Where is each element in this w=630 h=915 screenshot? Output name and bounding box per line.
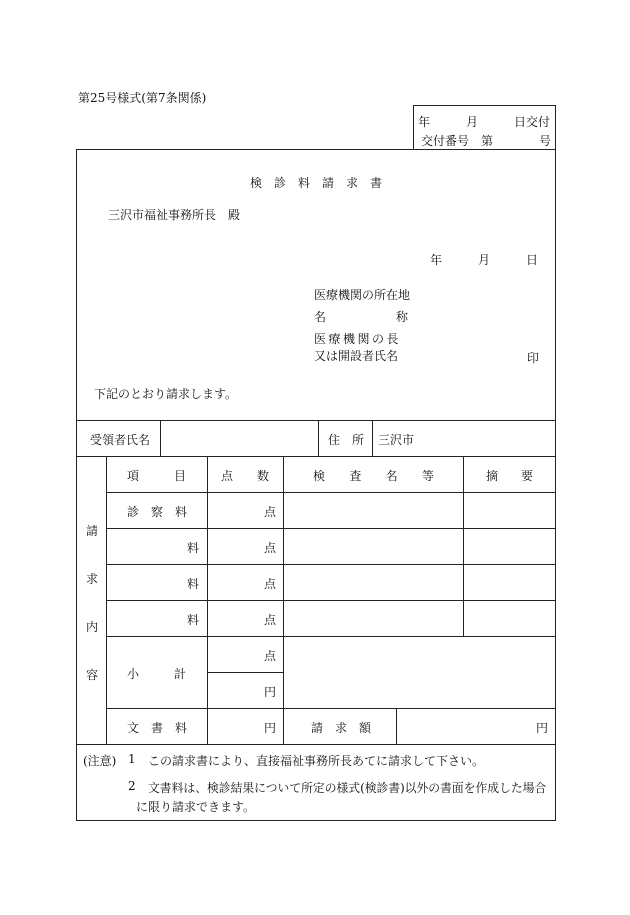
row-3-item: 料: [186, 577, 199, 591]
document-fee-label: 文 書 料: [127, 721, 188, 735]
note-2-text-line-1: 文書料は、検診結果について所定の様式(検診書)以外の書面を作成した場合: [148, 781, 547, 795]
note-1-text: この請求書により、直接福祉事務所長あてに請求して下さい。: [148, 754, 485, 768]
issue-date-line: 年 月 日交付: [417, 115, 550, 129]
recipient-divider-2: [318, 420, 319, 456]
recipient-address-label: 住 所: [328, 433, 365, 447]
header-points: 点 数: [221, 469, 269, 483]
recipient-row-top: [76, 420, 556, 421]
addressee: 三沢市福祉事務所長 殿: [108, 208, 241, 222]
institution-head-label: 医療機関の長: [314, 332, 402, 346]
form-right-border: [555, 105, 556, 820]
note-2-number: 2: [128, 779, 136, 793]
form-title: 検 診 料 請 求 書: [249, 176, 382, 190]
subtotal-yen-unit: 円: [263, 685, 276, 699]
row-3-unit: 点: [263, 577, 276, 591]
note-1-number: 1: [128, 752, 136, 766]
col-divider-claim: [396, 708, 397, 744]
recipient-row-bottom: [76, 456, 556, 457]
row-line-5: [106, 636, 556, 637]
claim-amount-label: 請 求 額: [311, 721, 372, 735]
side-label-char-2: 求: [86, 572, 99, 586]
issue-number-label: 交付番号: [421, 134, 470, 148]
institution-name-label: 名 称: [314, 310, 408, 324]
form-top-border: [76, 149, 556, 150]
side-label-char-4: 容: [86, 668, 99, 682]
subtotal-points-unit: 点: [263, 649, 276, 663]
row-line-2: [106, 528, 556, 529]
claim-amount-unit: 円: [535, 721, 548, 735]
request-statement: 下記のとおり請求します。: [94, 387, 238, 401]
subtotal-split-line: [207, 672, 284, 673]
row-line-4: [106, 600, 556, 601]
row-2-item: 料: [186, 541, 199, 555]
document-fee-unit: 円: [263, 721, 276, 735]
header-summary: 摘 要: [486, 469, 533, 483]
notes-label: (注意): [83, 754, 117, 768]
row-1-unit: 点: [263, 505, 276, 519]
row-2-unit: 点: [263, 541, 276, 555]
recipient-name-label: 受領者氏名: [90, 433, 151, 447]
row-line-3: [106, 564, 556, 565]
subtotal-label: 小 計: [127, 667, 186, 681]
row-4-unit: 点: [263, 613, 276, 627]
form-bottom-border: [76, 820, 556, 821]
recipient-divider-1: [160, 420, 161, 456]
side-label-char-1: 請: [86, 524, 99, 538]
issue-number-suffix: 号: [539, 134, 552, 148]
issue-box-top-border: [413, 105, 556, 106]
side-label-char-3: 内: [86, 620, 99, 634]
row-1-item: 診 察 料: [127, 505, 188, 519]
form-left-border: [76, 149, 77, 820]
row-line-1: [106, 492, 556, 493]
institution-owner-label: 又は開設者氏名: [314, 349, 399, 363]
institution-location-label: 医療機関の所在地: [314, 288, 411, 302]
recipient-divider-3: [372, 420, 373, 456]
table-bottom-line: [76, 744, 556, 745]
header-exam-name: 検 査 名 等: [313, 469, 434, 483]
claim-date-line: 年 月 日: [429, 253, 538, 267]
issue-number-prefix: 第: [481, 134, 494, 148]
col-divider-exam: [463, 456, 464, 636]
note-2-text-line-2: に限り請求できます。: [136, 800, 256, 814]
recipient-address-value: 三沢市: [378, 433, 415, 447]
header-item: 項 目: [127, 469, 186, 483]
form-number: 第25号様式(第7条関係): [78, 91, 207, 105]
row-line-6: [106, 708, 556, 709]
row-4-item: 料: [186, 613, 199, 627]
issue-box-left-border: [413, 105, 414, 150]
seal-mark: 印: [527, 351, 540, 365]
